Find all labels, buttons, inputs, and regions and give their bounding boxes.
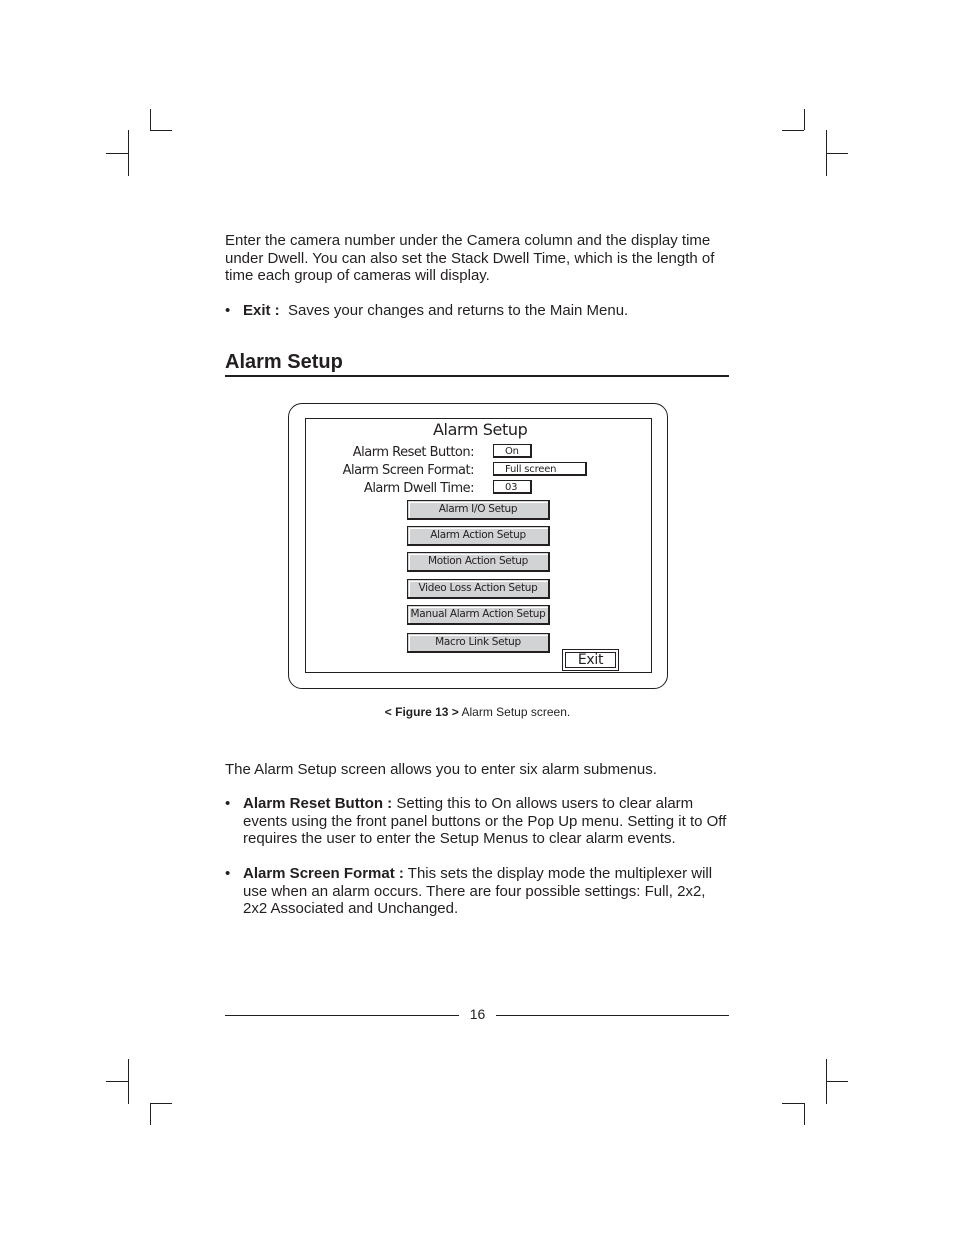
alarm-reset-value[interactable]: On	[493, 444, 532, 458]
alarm-screen-format-bullet	[225, 865, 730, 918]
page-number: 16	[469, 1006, 486, 1022]
alarm-reset-bullet	[225, 795, 730, 848]
alarm-io-setup-label: Alarm I/O Setup	[438, 503, 518, 515]
alarm-dwell-time-label: Alarm Dwell Time:	[363, 481, 474, 496]
osd-title: Alarm Setup	[433, 420, 528, 439]
manual-alarm-action-setup-label: Manual Alarm Action Setup	[410, 608, 546, 620]
osd-exit-label: Exit	[565, 652, 616, 668]
footer-rule-left	[225, 1015, 459, 1016]
manual-alarm-action-setup-button[interactable]	[407, 605, 550, 625]
macro-link-setup-button[interactable]	[407, 633, 550, 653]
bullet-dot: •	[225, 302, 231, 319]
video-loss-action-setup-label: Video Loss Action Setup	[418, 582, 538, 594]
bullet-term: Alarm Reset Button :	[243, 795, 393, 812]
exit-bullet	[225, 302, 730, 320]
bullet-term: Exit :	[243, 302, 280, 319]
alarm-screen-format-label: Alarm Screen Format:	[342, 463, 474, 478]
bullet-text: Setting this to On allows users to clear alarm events using the front panel buttons or the Pop Up menu. Setting it to Off requires the user to enter the Setup Menus to clear alarm events.	[243, 795, 727, 847]
intro-paragraph: Enter the camera number under the Camera column and the display time under Dwell. You can also set the Stack Dwell Time, which is the length of time each group of cameras will display.	[225, 232, 715, 284]
bullet-term: Alarm Screen Format :	[243, 865, 404, 882]
caption-text: Alarm Setup screen.	[461, 705, 571, 719]
video-loss-action-setup-button[interactable]	[407, 579, 550, 599]
alarm-action-setup-button[interactable]	[407, 526, 550, 546]
osd-exit-button[interactable]	[562, 649, 619, 671]
section-heading: Alarm Setup	[225, 351, 343, 373]
body-paragraph: The Alarm Setup screen allows you to enter six alarm submenus.	[225, 761, 657, 778]
bullet-dot: •	[225, 795, 231, 812]
alarm-reset-label: Alarm Reset Button:	[352, 445, 474, 460]
heading-rule	[225, 375, 729, 377]
alarm-io-setup-button[interactable]	[407, 500, 550, 520]
bullet-text: This sets the display mode the multiplexer will use when an alarm occurs. There are four possible settings: Full, 2x2, 2x2 Associated and Unchanged.	[243, 865, 713, 917]
alarm-action-setup-label: Alarm Action Setup	[430, 529, 526, 541]
bullet-text: Saves your changes and returns to the Main Menu.	[288, 302, 629, 319]
motion-action-setup-button[interactable]	[407, 552, 550, 572]
alarm-screen-format-value[interactable]: Full screen	[493, 462, 587, 476]
motion-action-setup-label: Motion Action Setup	[427, 555, 529, 567]
alarm-dwell-time-value[interactable]: 03	[493, 480, 532, 494]
macro-link-setup-label: Macro Link Setup	[435, 636, 521, 648]
figure-caption	[225, 705, 730, 720]
bullet-dot: •	[225, 865, 231, 882]
figure-ref: < Figure 13 >	[384, 705, 459, 719]
footer-rule-right	[496, 1015, 729, 1016]
